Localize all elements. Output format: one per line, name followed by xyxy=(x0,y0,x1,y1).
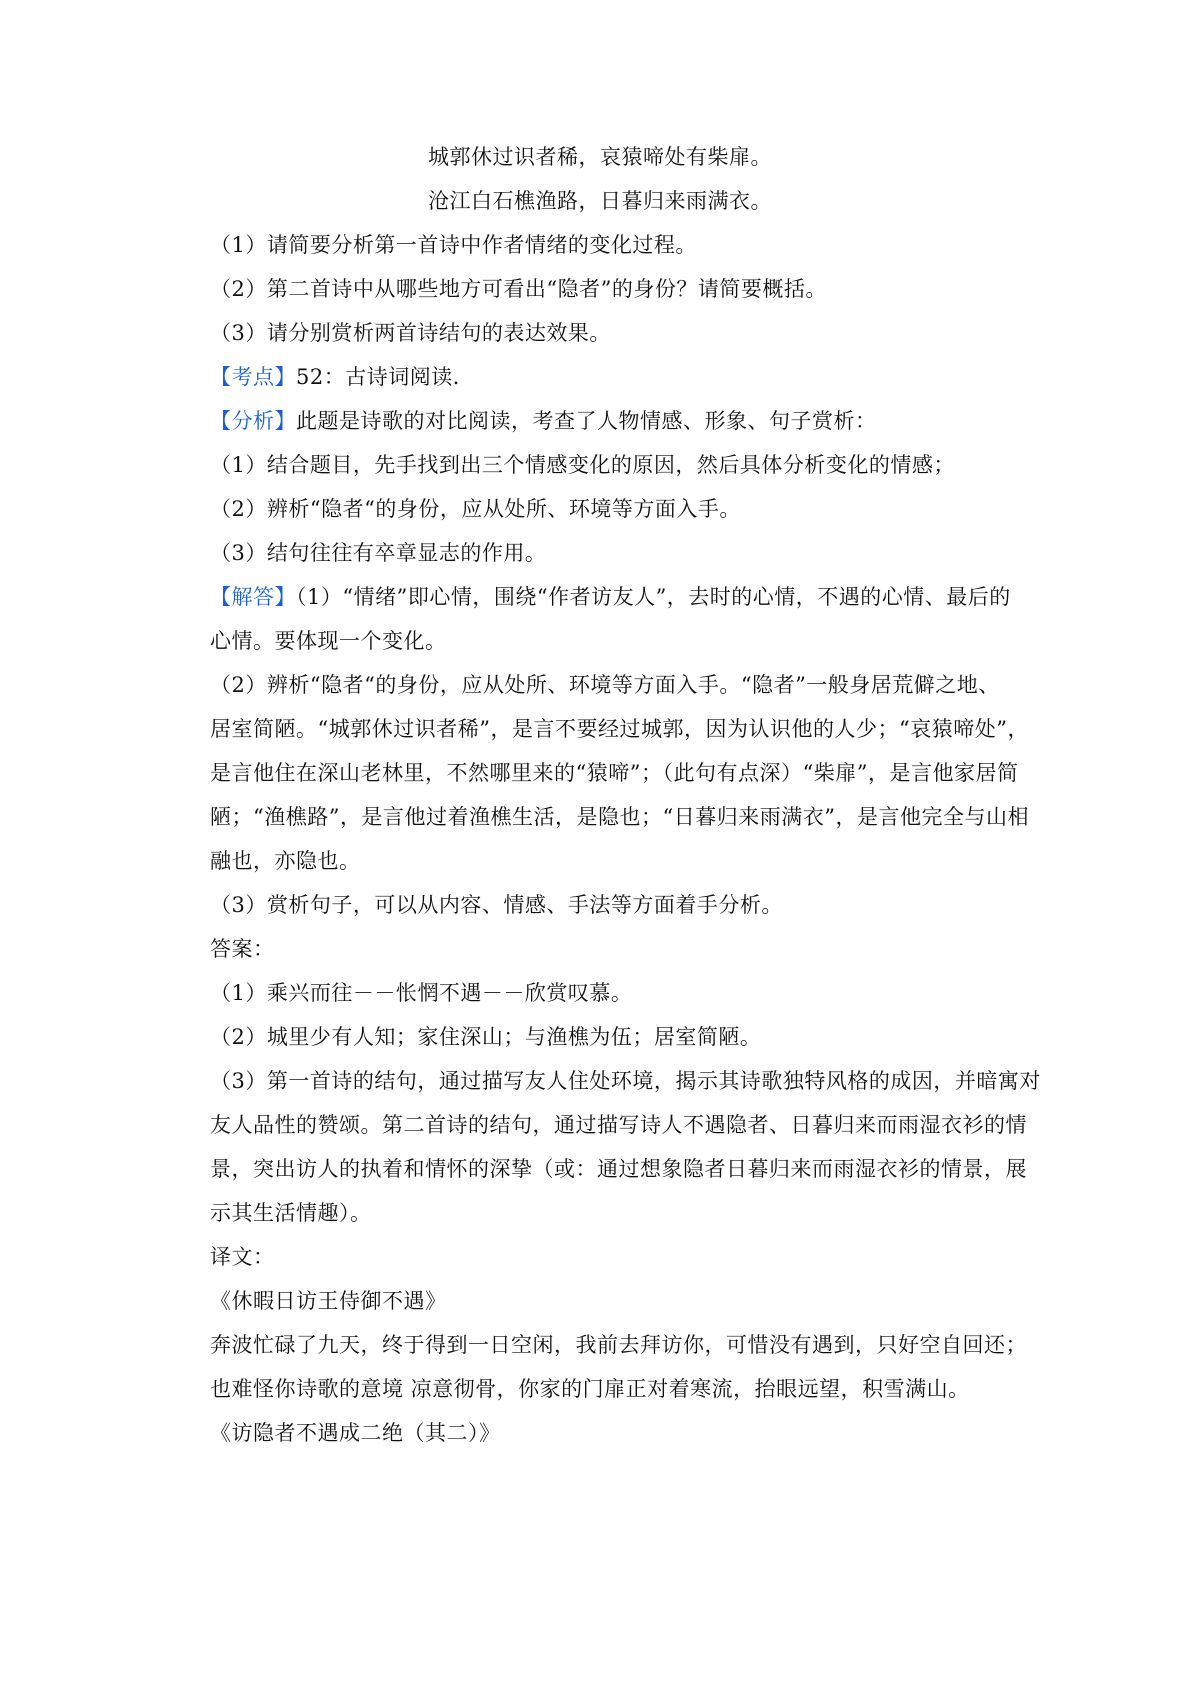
kaodian-tag: 【考点】 xyxy=(210,365,296,389)
question-3: （3）请分别赏析两首诗结句的表达效果。 xyxy=(210,321,611,345)
translation-title-2: 《访隐者不遇成二绝（其二）》 xyxy=(210,1421,501,1445)
jieda-line: 是言他住在深山老林里，不然哪里来的“猿啼”；（此句有点深）“柴扉”，是言他家居简 xyxy=(210,761,1019,785)
translation-line: 也难怪你诗歌的意境 凉意彻骨，你家的门扉正对着寒流，抬眼远望，积雪满山。 xyxy=(210,1377,970,1401)
answer-3-line: 景，突出访人的执着和情怀的深挚（或：通过想象隐者日暮归来而雨湿衣衫的情景，展 xyxy=(210,1157,1027,1181)
answer-label: 答案： xyxy=(210,937,275,961)
fenxi-paragraph xyxy=(210,406,1030,436)
jieda-text: （1）“情绪”即心情，围绕“作者访友人”，去时的心情，不遇的心情、最后的 xyxy=(296,585,1011,609)
answer-1: （1）乘兴而往－－怅惘不遇－－欣赏叹慕。 xyxy=(210,981,633,1005)
jieda-line: 陋；“渔樵路”，是言他过着渔樵生活，是隐也；“日暮归来雨满衣”，是言他完全与山相 xyxy=(210,805,1029,829)
jieda-line: （3）赏析句子，可以从内容、情感、手法等方面着手分析。 xyxy=(210,893,783,917)
fenxi-point-1: （1）结合题目，先手找到出三个情感变化的原因，然后具体分析变化的情感； xyxy=(210,453,955,477)
poem-line: 沧江白石樵渔路，日暮归来雨满衣。 xyxy=(428,189,772,213)
answer-3-line: （3）第一首诗的结句，通过描写友人住处环境，揭示其诗歌独特风格的成因，并暗寓对 xyxy=(210,1069,1041,1093)
jieda-tag: 【解答】 xyxy=(210,585,296,609)
question-1: （1）请简要分析第一首诗中作者情绪的变化过程。 xyxy=(210,233,697,257)
translation-label: 译文： xyxy=(210,1245,275,1269)
question-2: （2）第二首诗中从哪些地方可看出“隐者”的身份？请简要概括。 xyxy=(210,277,827,301)
jieda-paragraph xyxy=(210,582,1030,612)
kaodian-text: 52：古诗词阅读． xyxy=(296,365,475,389)
jieda-line: 融也，亦隐也。 xyxy=(210,849,361,873)
fenxi-tag: 【分析】 xyxy=(210,409,296,433)
fenxi-point-3: （3）结句往往有卒章显志的作用。 xyxy=(210,541,547,565)
answer-3-line: 示其生活情趣）。 xyxy=(210,1201,372,1225)
answer-3-line: 友人品性的赞颂。第二首诗的结句，通过描写诗人不遇隐者、日暮归来而雨湿衣衫的情 xyxy=(210,1113,1027,1137)
fenxi-point-2: （2）辨析“隐者“的身份，应从处所、环境等方面入手。 xyxy=(210,497,741,521)
jieda-line: 心情。要体现一个变化。 xyxy=(210,629,447,653)
translation-title-1: 《休暇日访王侍御不遇》 xyxy=(210,1289,447,1313)
fenxi-text: 此题是诗歌的对比阅读，考查了人物情感、形象、句子赏析： xyxy=(296,409,877,433)
translation-line: 奔波忙碌了九天，终于得到一日空闲，我前去拜访你，可惜没有遇到，只好空自回还； xyxy=(210,1333,1027,1357)
jieda-line: （2）辨析“隐者“的身份，应从处所、环境等方面入手。“隐者”一般身居荒僻之地、 xyxy=(210,673,1000,697)
kaodian-paragraph xyxy=(210,362,1030,392)
answer-2: （2）城里少有人知；家住深山；与渔樵为伍；居室简陋。 xyxy=(210,1025,762,1049)
poem-line: 城郭休过识者稀，哀猿啼处有柴扉。 xyxy=(428,145,772,169)
jieda-line: 居室简陋。“城郭休过识者稀”，是言不要经过城郭，因为认识他的人少；“哀猿啼处”， xyxy=(210,717,1029,741)
